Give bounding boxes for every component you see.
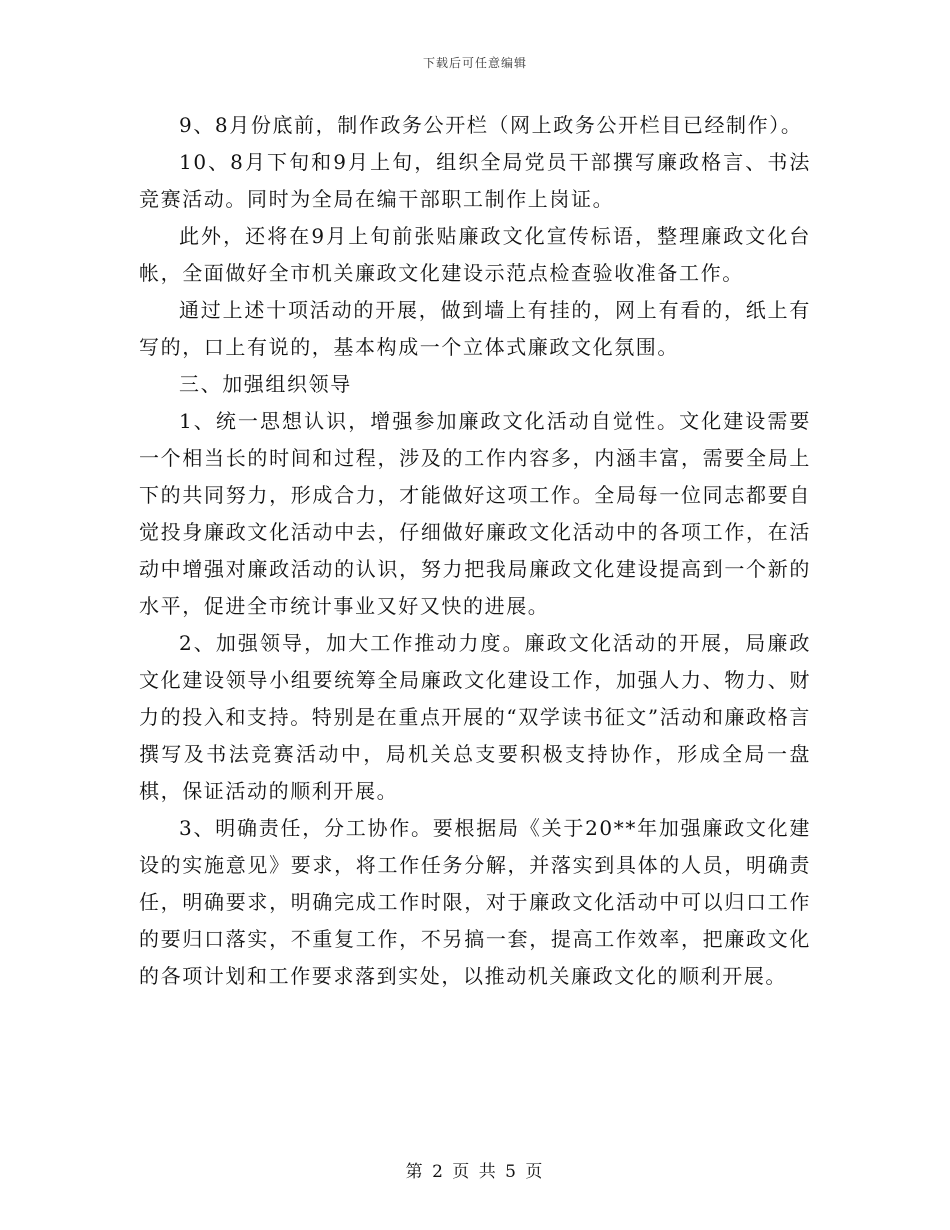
page-number: 第 2 页 共 5 页 — [405, 1162, 545, 1182]
paragraph-point-2: 2、加强领导，加大工作推动力度。廉政文化活动的开展，局廉政文化建设领导小组要统筹全局廉政文化建设工作，加强人力、物力、财力的投入和支持。特别是在重点开展的“双学读书征文”活动和廉政格言撰写及书法竞赛活动中，局机关总支要积极支持协作，形成全局一盘棋，保证活动的顺利开展。 — [139, 631, 811, 803]
section-heading: 三、加强组织领导 — [179, 372, 352, 396]
paragraph-item-9: 9、8月份底前，制作政务公开栏（网上政务公开栏目已经制作）。 — [179, 113, 803, 137]
paragraph-point-1: 1、统一思想认识，增强参加廉政文化活动自觉性。文化建设需要一个相当长的时间和过程，涉及的工作内容多，内涵丰富，需要全局上下的共同努力，形成合力，才能做好这项工作。全局每一位同志都要自觉投身廉政文化活动中去，仔细做好廉政文化活动中的各项工作，在活动中增强对廉政活动的认识，努力把我局廉政文化建设提高到一个新的水平，促进全市统计事业又好又快的进展。 — [139, 409, 811, 618]
paragraph-summary: 通过上述十项活动的开展，做到墙上有挂的，网上有看的，纸上有写的，口上有说的，基本构成一个立体式廉政文化氛围。 — [139, 298, 811, 359]
paragraph-item-10: 10、8月下旬和9月上旬，组织全局党员干部撰写廉政格言、书法竞赛活动。同时为全局在编干部职工制作上岗证。 — [139, 150, 811, 211]
paragraph-point-3: 3、明确责任，分工协作。要根据局《关于20**年加强廉政文化建设的实施意见》要求，将工作任务分解，并落实到具体的人员，明确责任，明确要求，明确完成工作时限，对于廉政文化活动中可以归口工作的要归口落实，不重复工作，不另搞一套，提高工作效率，把廉政文化的各项计划和工作要求落到实处，以推动机关廉政文化的顺利开展。 — [139, 816, 811, 988]
page-header: 下载后可任意编辑 — [422, 56, 527, 70]
paragraph-additional: 此外，还将在9月上旬前张贴廉政文化宣传标语，整理廉政文化台帐，全面做好全市机关廉政文化建设示范点检查验收准备工作。 — [139, 224, 811, 285]
document-body — [139, 107, 811, 995]
